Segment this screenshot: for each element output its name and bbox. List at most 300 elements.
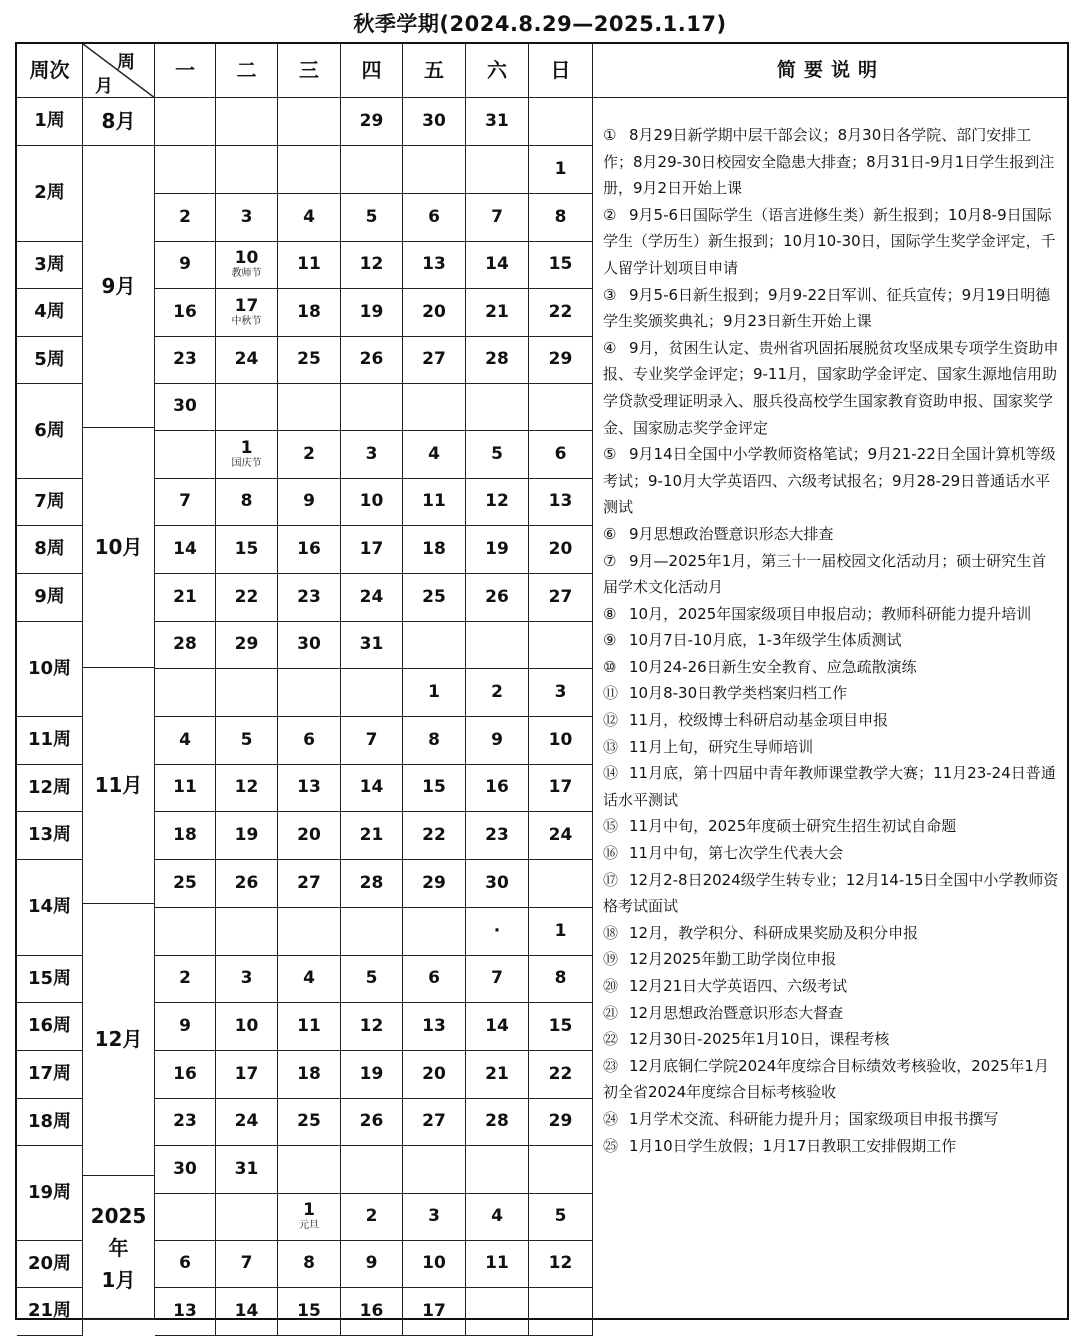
day-cell xyxy=(278,289,341,337)
day-cell xyxy=(278,1003,341,1051)
day-cell xyxy=(341,908,403,956)
day-cell xyxy=(278,1241,341,1288)
day-cell xyxy=(403,812,466,860)
day-cell xyxy=(341,384,403,431)
note-number-marker: ⑦ xyxy=(603,551,617,570)
day-cell xyxy=(529,242,593,289)
day-number: 23 xyxy=(297,586,321,607)
day-cell xyxy=(278,479,341,526)
day-cell xyxy=(278,337,341,384)
week-label: 1周 xyxy=(17,98,83,146)
day-cell xyxy=(278,242,341,289)
day-cell xyxy=(216,1146,278,1194)
note-number-marker: ⑮ xyxy=(603,817,619,836)
day-number: 17 xyxy=(234,1063,259,1084)
note-text: 9月，贫困生认定、贵州省巩固拓展脱贫攻坚成果专项学生资助申报、专业奖学金评定；9-11月，国家助学金评定、国家生源地信用助学贷款受理证明录入、服兵役高校学生国家教育资助申报、国家奖学金、国家励志奖学金评定 xyxy=(603,338,1059,437)
day-number: 11 xyxy=(173,777,197,798)
note-item xyxy=(603,946,1061,973)
day-cell xyxy=(341,337,403,384)
note-number-marker: ④ xyxy=(603,338,617,357)
day-number: 12 xyxy=(485,491,509,512)
day-cell xyxy=(466,289,529,337)
day-cell xyxy=(529,384,593,431)
day-cell xyxy=(529,289,593,337)
day-cell xyxy=(155,574,216,622)
day-cell xyxy=(216,337,278,384)
day-cell xyxy=(278,908,341,956)
day-cell xyxy=(216,908,278,956)
day-cell xyxy=(403,956,466,1003)
note-text: 12月30日-2025年1月10日，课程考核 xyxy=(629,1030,890,1049)
note-number-marker: ㉔ xyxy=(603,1109,619,1128)
day-number: 30 xyxy=(422,110,446,131)
day-number: 23 xyxy=(173,349,197,370)
note-number-marker: ⑬ xyxy=(603,737,619,756)
day-number: 27 xyxy=(297,872,321,893)
day-number: 9 xyxy=(179,254,191,275)
day-cell xyxy=(466,431,529,479)
day-number: 16 xyxy=(173,301,197,322)
day-cell xyxy=(529,1051,593,1099)
day-number: 26 xyxy=(359,349,384,370)
day-cell xyxy=(216,194,278,242)
day-number: 7 xyxy=(491,968,503,989)
month-jan-month: 1月 xyxy=(101,1267,136,1292)
note-item xyxy=(603,1133,1061,1160)
day-cell xyxy=(278,431,341,479)
day-number: 20 xyxy=(422,301,446,322)
day-cell xyxy=(278,860,341,908)
day-cell xyxy=(403,908,466,956)
note-item xyxy=(603,1026,1061,1053)
day-number: 16 xyxy=(359,1300,384,1321)
day-number: 14 xyxy=(173,538,197,559)
day-cell xyxy=(403,1194,466,1241)
day-number: 30 xyxy=(297,634,321,655)
note-item xyxy=(603,920,1061,947)
note-text: 1月10日学生放假；1月17日教职工安排假期工作 xyxy=(629,1136,957,1155)
week-label: 11周 xyxy=(17,717,83,765)
holiday-label: 教师节 xyxy=(231,268,262,280)
day-number: · xyxy=(493,920,501,941)
day-cell xyxy=(529,526,593,574)
day-cell xyxy=(466,194,529,242)
day-number: 2 xyxy=(303,443,315,464)
day-number: 8 xyxy=(240,491,253,512)
day-cell xyxy=(529,669,593,717)
day-number: 20 xyxy=(548,538,573,559)
day-cell xyxy=(155,812,216,860)
day-cell xyxy=(529,146,593,194)
day-number: 18 xyxy=(422,538,446,559)
day-cell xyxy=(403,289,466,337)
day-number: 8 xyxy=(554,206,567,227)
day-cell xyxy=(155,289,216,337)
note-number-marker: ⑪ xyxy=(603,684,619,703)
day-cell xyxy=(341,242,403,289)
week-column-header: 周次 xyxy=(17,44,83,98)
day-cell xyxy=(341,1146,403,1194)
day-cell xyxy=(155,1003,216,1051)
day-number: 29 xyxy=(548,349,573,370)
note-item xyxy=(603,973,1061,1000)
day-number: 11 xyxy=(297,254,321,275)
day-number: 19 xyxy=(359,301,384,322)
day-cell xyxy=(529,860,593,908)
day-cell xyxy=(529,908,593,956)
day-cell xyxy=(403,479,466,526)
day-cell xyxy=(278,669,341,717)
day-cell xyxy=(216,479,278,526)
day-number: 16 xyxy=(173,1063,197,1084)
week-label: 16周 xyxy=(17,1003,83,1051)
day-cell xyxy=(529,717,593,765)
day-cell xyxy=(466,574,529,622)
note-text: 12月21日大学英语四、六级考试 xyxy=(629,977,848,995)
day-cell xyxy=(155,431,216,479)
day-number: 29 xyxy=(422,872,446,893)
day-cell xyxy=(155,337,216,384)
note-item xyxy=(603,1053,1061,1106)
day-cell xyxy=(341,1099,403,1146)
day-cell xyxy=(155,1241,216,1288)
day-cell xyxy=(466,1194,529,1241)
day-cell xyxy=(155,669,216,717)
day-cell xyxy=(466,1051,529,1099)
day-cell xyxy=(466,908,529,956)
day-number: 18 xyxy=(173,824,197,845)
note-number-marker: ③ xyxy=(603,285,617,304)
day-number: 13 xyxy=(173,1300,197,1321)
day-cell xyxy=(341,956,403,1003)
day-number: 23 xyxy=(173,1111,197,1132)
day-cell xyxy=(155,765,216,812)
day-cell xyxy=(155,526,216,574)
day-cell xyxy=(529,812,593,860)
note-text: 8月29日新学期中层干部会议；8月30日各学院、部门安排工作；8月29-30日校园安全隐患大排查；8月31日-9月1日学生报到注册，9月2日开始上课 xyxy=(603,126,1055,198)
day-number: 2 xyxy=(491,681,503,702)
note-text: 10月7日-10月底，1-3年级学生体质测试 xyxy=(629,631,902,650)
day-number: 7 xyxy=(491,206,503,227)
day-cell xyxy=(216,1051,278,1099)
diagonal-month-label: 月 xyxy=(95,76,113,97)
note-text: 11月上旬，研究生导师培训 xyxy=(629,737,814,756)
month-nov: 11月 xyxy=(83,668,155,904)
note-number-marker: ㉕ xyxy=(603,1136,619,1155)
note-item xyxy=(603,813,1061,840)
day-cell xyxy=(529,1099,593,1146)
day-number: 4 xyxy=(179,729,191,750)
note-item xyxy=(603,202,1061,282)
day-cell xyxy=(529,479,593,526)
day-cell xyxy=(529,1288,593,1336)
note-text: 1月学术交流、科研能力提升月；国家级项目申报书撰写 xyxy=(629,1109,999,1128)
week-label: 21周 xyxy=(17,1288,83,1336)
note-item xyxy=(603,601,1061,628)
day-number: 1 xyxy=(554,920,567,941)
note-number-marker: ⑰ xyxy=(603,870,619,889)
day-cell xyxy=(216,574,278,622)
month-dec: 12月 xyxy=(83,904,155,1176)
day-number: 21 xyxy=(173,586,197,607)
weekday-header: 五 xyxy=(403,44,466,98)
day-number: 4 xyxy=(428,443,440,464)
week-label: 6周 xyxy=(17,384,83,479)
day-number: 28 xyxy=(485,349,509,370)
day-number: 3 xyxy=(554,681,567,702)
day-cell xyxy=(341,289,403,337)
note-number-marker: ⑩ xyxy=(603,657,617,676)
day-cell xyxy=(216,242,278,289)
day-cell xyxy=(341,526,403,574)
day-number: 15 xyxy=(422,777,446,798)
day-number: 27 xyxy=(548,586,573,607)
day-number: 3 xyxy=(240,206,253,227)
month-oct: 10月 xyxy=(83,428,155,668)
day-number: 31 xyxy=(359,634,384,655)
day-cell xyxy=(216,1288,278,1336)
day-cell xyxy=(403,1051,466,1099)
day-number: 30 xyxy=(485,872,509,893)
day-number: 8 xyxy=(428,729,440,750)
week-label: 18周 xyxy=(17,1099,83,1146)
day-cell xyxy=(466,765,529,812)
note-text: 12月底铜仁学院2024年度综合目标绩效考核验收，2025年1月初全省2024年度综合目标考核验收 xyxy=(603,1056,1049,1102)
day-number: 6 xyxy=(428,206,440,227)
day-cell xyxy=(278,1099,341,1146)
note-number-marker: ⑲ xyxy=(603,950,619,969)
note-item xyxy=(603,707,1061,734)
note-item xyxy=(603,548,1061,601)
day-cell xyxy=(341,98,403,146)
note-text: 10月，2025年国家级项目申报启动；教师科研能力提升培训 xyxy=(629,604,1032,623)
day-number: 5 xyxy=(491,443,503,464)
note-number-marker: ⑧ xyxy=(603,604,617,623)
day-cell xyxy=(341,860,403,908)
day-cell xyxy=(466,526,529,574)
note-number-marker: ⑨ xyxy=(603,631,617,650)
day-number: 29 xyxy=(359,110,384,131)
week-label: 9周 xyxy=(17,574,83,622)
note-text: 12月2025年勤工助学岗位申报 xyxy=(629,950,837,969)
day-number: 5 xyxy=(554,1206,567,1227)
month-sep: 9月 xyxy=(83,146,155,428)
day-number: 30 xyxy=(173,396,197,417)
day-cell xyxy=(155,98,216,146)
day-number: 12 xyxy=(359,1015,384,1036)
day-number: 18 xyxy=(297,301,321,322)
note-text: 10月8-30日教学类档案归档工作 xyxy=(629,684,848,703)
note-text: 10月24-26日新生安全教育、应急疏散演练 xyxy=(629,657,917,676)
note-text: 11月，校级博士科研启动基金项目申报 xyxy=(629,711,889,730)
day-number: 15 xyxy=(234,538,259,559)
weekday-header: 日 xyxy=(529,44,593,98)
day-cell xyxy=(403,1288,466,1336)
day-cell xyxy=(403,1099,466,1146)
note-item xyxy=(603,680,1061,707)
day-number: 17 xyxy=(234,295,259,316)
day-cell xyxy=(466,1146,529,1194)
day-number: 10 xyxy=(234,248,259,269)
day-cell xyxy=(466,384,529,431)
day-cell xyxy=(529,337,593,384)
day-cell xyxy=(155,1146,216,1194)
day-number: 10 xyxy=(422,1253,446,1274)
day-cell xyxy=(155,242,216,289)
day-cell xyxy=(216,526,278,574)
day-number: 15 xyxy=(548,254,573,275)
day-number: 9 xyxy=(303,491,315,512)
note-number-marker: ⑥ xyxy=(603,524,617,543)
day-number: 24 xyxy=(359,586,384,607)
day-number: 5 xyxy=(365,206,378,227)
day-number: 22 xyxy=(548,1063,573,1084)
day-cell xyxy=(341,574,403,622)
month-aug: 8月 xyxy=(83,98,155,146)
note-item xyxy=(603,441,1061,521)
day-cell xyxy=(466,717,529,765)
note-number-marker: ⑤ xyxy=(603,445,617,464)
week-label: 15周 xyxy=(17,956,83,1003)
day-cell xyxy=(403,622,466,669)
day-cell xyxy=(278,1051,341,1099)
day-cell xyxy=(216,622,278,669)
day-number: 28 xyxy=(359,872,384,893)
day-cell xyxy=(466,1241,529,1288)
weekday-header: 一 xyxy=(155,44,216,98)
day-cell xyxy=(341,146,403,194)
note-number-marker: ⑫ xyxy=(603,711,619,730)
day-cell xyxy=(403,384,466,431)
day-number: 19 xyxy=(485,538,509,559)
day-number: 25 xyxy=(173,872,197,893)
day-number: 31 xyxy=(485,110,509,131)
day-number: 27 xyxy=(422,1111,446,1132)
day-cell xyxy=(466,956,529,1003)
day-number: 5 xyxy=(240,729,253,750)
day-cell xyxy=(341,194,403,242)
day-cell xyxy=(529,1003,593,1051)
week-label: 4周 xyxy=(17,289,83,337)
day-number: 7 xyxy=(240,1253,253,1274)
day-number: 10 xyxy=(359,491,384,512)
day-cell xyxy=(529,98,593,146)
day-cell xyxy=(216,98,278,146)
note-text: 12月，教学积分、科研成果奖励及积分申报 xyxy=(629,923,919,942)
day-number: 22 xyxy=(234,586,259,607)
day-cell xyxy=(341,1241,403,1288)
day-cell xyxy=(403,337,466,384)
day-cell xyxy=(466,98,529,146)
day-number: 1 xyxy=(303,1200,315,1221)
month-jan-nian: 年 xyxy=(108,1235,129,1260)
day-number: 5 xyxy=(365,968,378,989)
day-number: 1 xyxy=(554,158,567,179)
day-cell xyxy=(216,860,278,908)
week-label: 3周 xyxy=(17,242,83,289)
day-number: 26 xyxy=(485,586,509,607)
day-cell xyxy=(216,1241,278,1288)
day-cell xyxy=(341,669,403,717)
day-number: 6 xyxy=(554,443,567,464)
note-item xyxy=(603,282,1061,335)
day-cell xyxy=(403,1146,466,1194)
day-cell xyxy=(155,622,216,669)
day-number: 19 xyxy=(359,1063,384,1084)
week-label: 17周 xyxy=(17,1051,83,1099)
weekday-header: 二 xyxy=(216,44,278,98)
day-number: 2 xyxy=(179,206,191,227)
day-cell xyxy=(403,1003,466,1051)
day-cell xyxy=(529,1241,593,1288)
day-cell xyxy=(155,1288,216,1336)
day-cell xyxy=(216,1099,278,1146)
week-label: 14周 xyxy=(17,860,83,956)
note-text: 9月思想政治暨意识形态大排查 xyxy=(629,524,834,543)
day-number: 9 xyxy=(179,1015,191,1036)
day-number: 29 xyxy=(548,1111,573,1132)
day-number: 12 xyxy=(234,777,259,798)
day-cell xyxy=(466,479,529,526)
day-cell xyxy=(466,242,529,289)
day-number: 25 xyxy=(297,1111,321,1132)
day-number: 4 xyxy=(491,1206,503,1227)
day-cell xyxy=(278,526,341,574)
day-cell xyxy=(341,765,403,812)
day-number: 4 xyxy=(303,968,315,989)
day-cell xyxy=(403,146,466,194)
day-number: 28 xyxy=(485,1111,509,1132)
day-number: 24 xyxy=(234,349,259,370)
note-item xyxy=(603,521,1061,548)
day-cell xyxy=(529,1194,593,1241)
day-cell xyxy=(216,717,278,765)
day-cell xyxy=(341,479,403,526)
day-cell xyxy=(341,1051,403,1099)
day-number: 16 xyxy=(485,777,509,798)
day-number: 21 xyxy=(485,301,509,322)
day-number: 3 xyxy=(240,968,253,989)
day-cell xyxy=(216,812,278,860)
note-item xyxy=(603,840,1061,867)
day-cell xyxy=(278,765,341,812)
day-number: 7 xyxy=(179,491,191,512)
note-item xyxy=(603,335,1061,441)
note-text: 12月思想政治暨意识形态大督查 xyxy=(629,1003,844,1022)
day-cell xyxy=(529,1146,593,1194)
day-cell xyxy=(278,194,341,242)
day-cell xyxy=(341,431,403,479)
day-cell xyxy=(403,669,466,717)
day-number: 14 xyxy=(485,254,509,275)
week-label: 2周 xyxy=(17,146,83,242)
notes-header: 简要说明 xyxy=(593,44,1069,98)
day-cell xyxy=(155,1194,216,1241)
note-number-marker: ⑭ xyxy=(603,764,619,783)
day-number: 11 xyxy=(297,1015,321,1036)
week-label: 7周 xyxy=(17,479,83,526)
week-label: 20周 xyxy=(17,1241,83,1288)
day-number: 3 xyxy=(365,443,378,464)
day-cell xyxy=(216,956,278,1003)
day-cell xyxy=(278,1194,341,1241)
note-text: 11月中旬，第七次学生代表大会 xyxy=(629,844,844,863)
page-title: 秋季学期(2024.8.29—2025.1.17) xyxy=(353,12,727,36)
day-number: 22 xyxy=(422,824,446,845)
day-number: 20 xyxy=(297,824,321,845)
day-cell xyxy=(466,1099,529,1146)
day-cell xyxy=(155,479,216,526)
